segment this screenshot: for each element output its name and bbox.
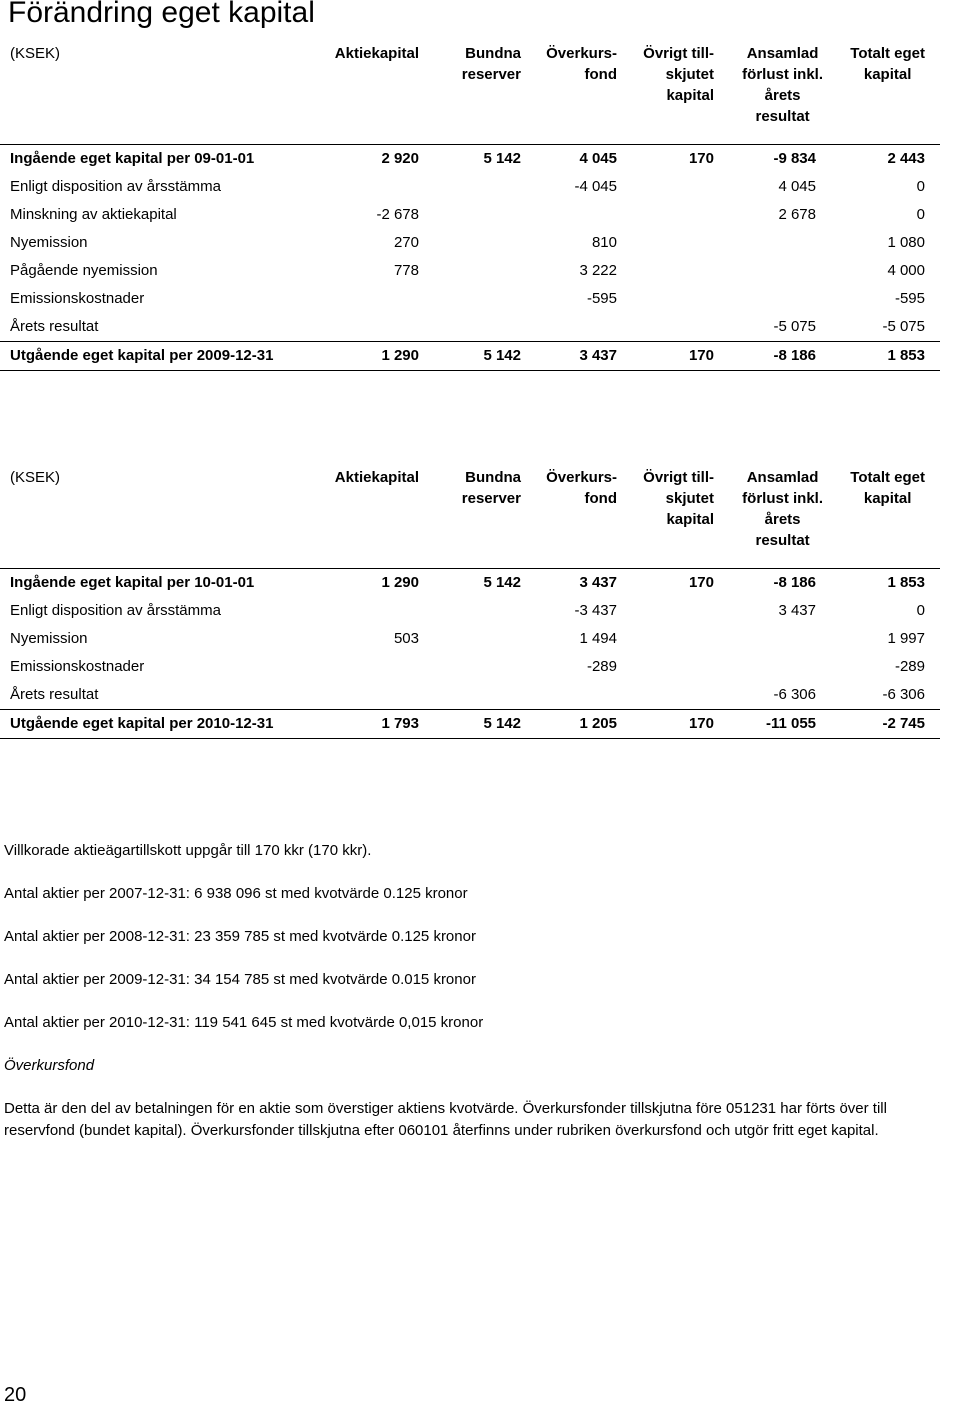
header-ansamlad-forlust: Ansamlad förlust inkl. årets resultat xyxy=(742,45,823,125)
cell-col-2: 5 142 xyxy=(483,347,521,364)
cell-col-6: 1 080 xyxy=(887,234,925,251)
cell-col-1: 778 xyxy=(393,262,419,279)
overkursfond-heading: Överkursfond xyxy=(4,1057,95,1074)
cell-col-5: -11 055 xyxy=(765,715,816,732)
cell-col-6: -5 075 xyxy=(882,318,925,335)
cell-col-6: 1 997 xyxy=(887,630,925,647)
row-label: Utgående eget kapital per 2009-12-31 xyxy=(10,347,274,364)
header-ovrigt-tillskjutet: Övrigt till- skjutet kapital xyxy=(643,469,714,528)
note-aktier-2009: Antal aktier per 2009-12-31: 34 154 785 st med kvotvärde 0.015 kronor xyxy=(4,971,476,988)
cell-col-6: -6 306 xyxy=(882,686,925,703)
cell-col-1: 2 920 xyxy=(381,150,419,167)
row-label: Årets resultat xyxy=(10,686,99,703)
cell-col-6: 0 xyxy=(916,602,925,619)
header-ovrigt-tillskjutet: Övrigt till- skjutet kapital xyxy=(643,45,714,104)
header-aktiekapital: Aktiekapital xyxy=(334,469,419,486)
cell-col-1: 1 793 xyxy=(381,715,419,732)
cell-col-3: 4 045 xyxy=(579,150,617,167)
cell-col-1: -2 678 xyxy=(376,206,419,223)
cell-col-1: 503 xyxy=(393,630,419,647)
cell-col-5: -6 306 xyxy=(773,686,816,703)
row-label: Ingående eget kapital per 10-01-01 xyxy=(10,574,255,591)
equity-table-2010 xyxy=(0,467,940,738)
cell-col-5: -5 075 xyxy=(773,318,816,335)
cell-col-6: 0 xyxy=(916,206,925,223)
row-label: Nyemission xyxy=(10,630,88,647)
header-overkursfond: Överkurs- fond xyxy=(546,469,617,507)
cell-col-3: 3 222 xyxy=(579,262,617,279)
cell-col-6: -289 xyxy=(894,658,925,675)
equity-table-2009 xyxy=(0,43,940,370)
cell-col-1: 1 290 xyxy=(381,574,419,591)
note-aktier-2010: Antal aktier per 2010-12-31: 119 541 645 st med kvotvärde 0,015 kronor xyxy=(4,1014,484,1031)
cell-col-6: 0 xyxy=(916,178,925,195)
row-label: Utgående eget kapital per 2010-12-31 xyxy=(10,715,274,732)
row-label: Nyemission xyxy=(10,234,88,251)
cell-col-3: 1 494 xyxy=(579,630,617,647)
row-label: Ingående eget kapital per 09-01-01 xyxy=(10,150,255,167)
row-label: Minskning av aktiekapital xyxy=(10,206,177,223)
header-bundna-reserver: Bundna reserver xyxy=(461,45,521,83)
header-bundna-reserver: Bundna reserver xyxy=(461,469,521,507)
row-label: Pågående nyemission xyxy=(10,262,158,279)
row-label: Enligt disposition av årsstämma xyxy=(10,178,221,195)
row-label: Emissionskostnader xyxy=(10,290,145,307)
cell-col-5: -8 186 xyxy=(773,574,816,591)
table-row xyxy=(0,341,940,371)
header-totalt: Totalt eget kapital xyxy=(850,45,925,83)
cell-col-4: 170 xyxy=(688,574,714,591)
cell-col-2: 5 142 xyxy=(483,150,521,167)
cell-col-6: 2 443 xyxy=(887,150,925,167)
note-villkorade: Villkorade aktieägartillskott uppgår till 170 kkr (170 kkr). xyxy=(4,842,372,859)
cell-col-5: 4 045 xyxy=(778,178,816,195)
header-unit: (KSEK) xyxy=(10,45,61,62)
table-row xyxy=(0,625,940,653)
table-header xyxy=(0,467,940,567)
row-label: Enligt disposition av årsstämma xyxy=(10,602,221,619)
row-label: Emissionskostnader xyxy=(10,658,145,675)
cell-col-6: 1 853 xyxy=(887,347,925,364)
page-number: 20 xyxy=(4,1384,27,1406)
table-row xyxy=(0,597,940,625)
cell-col-3: 3 437 xyxy=(579,574,617,591)
overkursfond-text: Detta är den del av betalningen för en aktie som överstiger aktiens kvotvärde. Överkursfonder tillskjutna före 051231 har förts över till reservfond (bundet kapital). Överkursfonder tillskjutna efter 060101 återfinns under rubriken överkursfond och utgör fritt eget kapital. xyxy=(4,1100,887,1139)
table-row xyxy=(0,229,940,257)
cell-col-2: 5 142 xyxy=(483,574,521,591)
cell-col-1: 1 290 xyxy=(381,347,419,364)
cell-col-4: 170 xyxy=(688,347,714,364)
notes-section xyxy=(4,840,960,1163)
cell-col-6: -2 745 xyxy=(882,715,925,732)
cell-col-6: 4 000 xyxy=(887,262,925,279)
table-header xyxy=(0,43,940,143)
cell-col-5: 2 678 xyxy=(778,206,816,223)
cell-col-2: 5 142 xyxy=(483,715,521,732)
header-overkursfond: Överkurs- fond xyxy=(546,45,617,83)
table-row xyxy=(0,257,940,285)
table-row xyxy=(0,568,940,597)
cell-col-3: -289 xyxy=(586,658,617,675)
table-row xyxy=(0,681,940,709)
cell-col-3: 810 xyxy=(591,234,617,251)
note-aktier-2007: Antal aktier per 2007-12-31: 6 938 096 st med kvotvärde 0.125 kronor xyxy=(4,885,468,902)
cell-col-6: 1 853 xyxy=(887,574,925,591)
table-row xyxy=(0,313,940,341)
header-unit: (KSEK) xyxy=(10,469,61,486)
header-ansamlad-forlust: Ansamlad förlust inkl. årets resultat xyxy=(742,469,823,549)
cell-col-4: 170 xyxy=(688,150,714,167)
table-row xyxy=(0,285,940,313)
table-row xyxy=(0,144,940,173)
table-row xyxy=(0,173,940,201)
row-label: Årets resultat xyxy=(10,318,99,335)
cell-col-3: 1 205 xyxy=(579,715,617,732)
cell-col-6: -595 xyxy=(894,290,925,307)
table-row xyxy=(0,201,940,229)
cell-col-3: -595 xyxy=(586,290,617,307)
header-totalt: Totalt eget kapital xyxy=(850,469,925,507)
cell-col-5: -8 186 xyxy=(773,347,816,364)
note-aktier-2008: Antal aktier per 2008-12-31: 23 359 785 st med kvotvärde 0.125 kronor xyxy=(4,928,476,945)
cell-col-4: 170 xyxy=(688,715,714,732)
table-row xyxy=(0,653,940,681)
cell-col-3: -4 045 xyxy=(574,178,617,195)
header-aktiekapital: Aktiekapital xyxy=(334,45,419,62)
page-title: Förändring eget kapital xyxy=(8,0,315,29)
cell-col-5: 3 437 xyxy=(778,602,816,619)
cell-col-1: 270 xyxy=(393,234,419,251)
cell-col-5: -9 834 xyxy=(773,150,816,167)
cell-col-3: -3 437 xyxy=(574,602,617,619)
table-row xyxy=(0,709,940,739)
cell-col-3: 3 437 xyxy=(579,347,617,364)
